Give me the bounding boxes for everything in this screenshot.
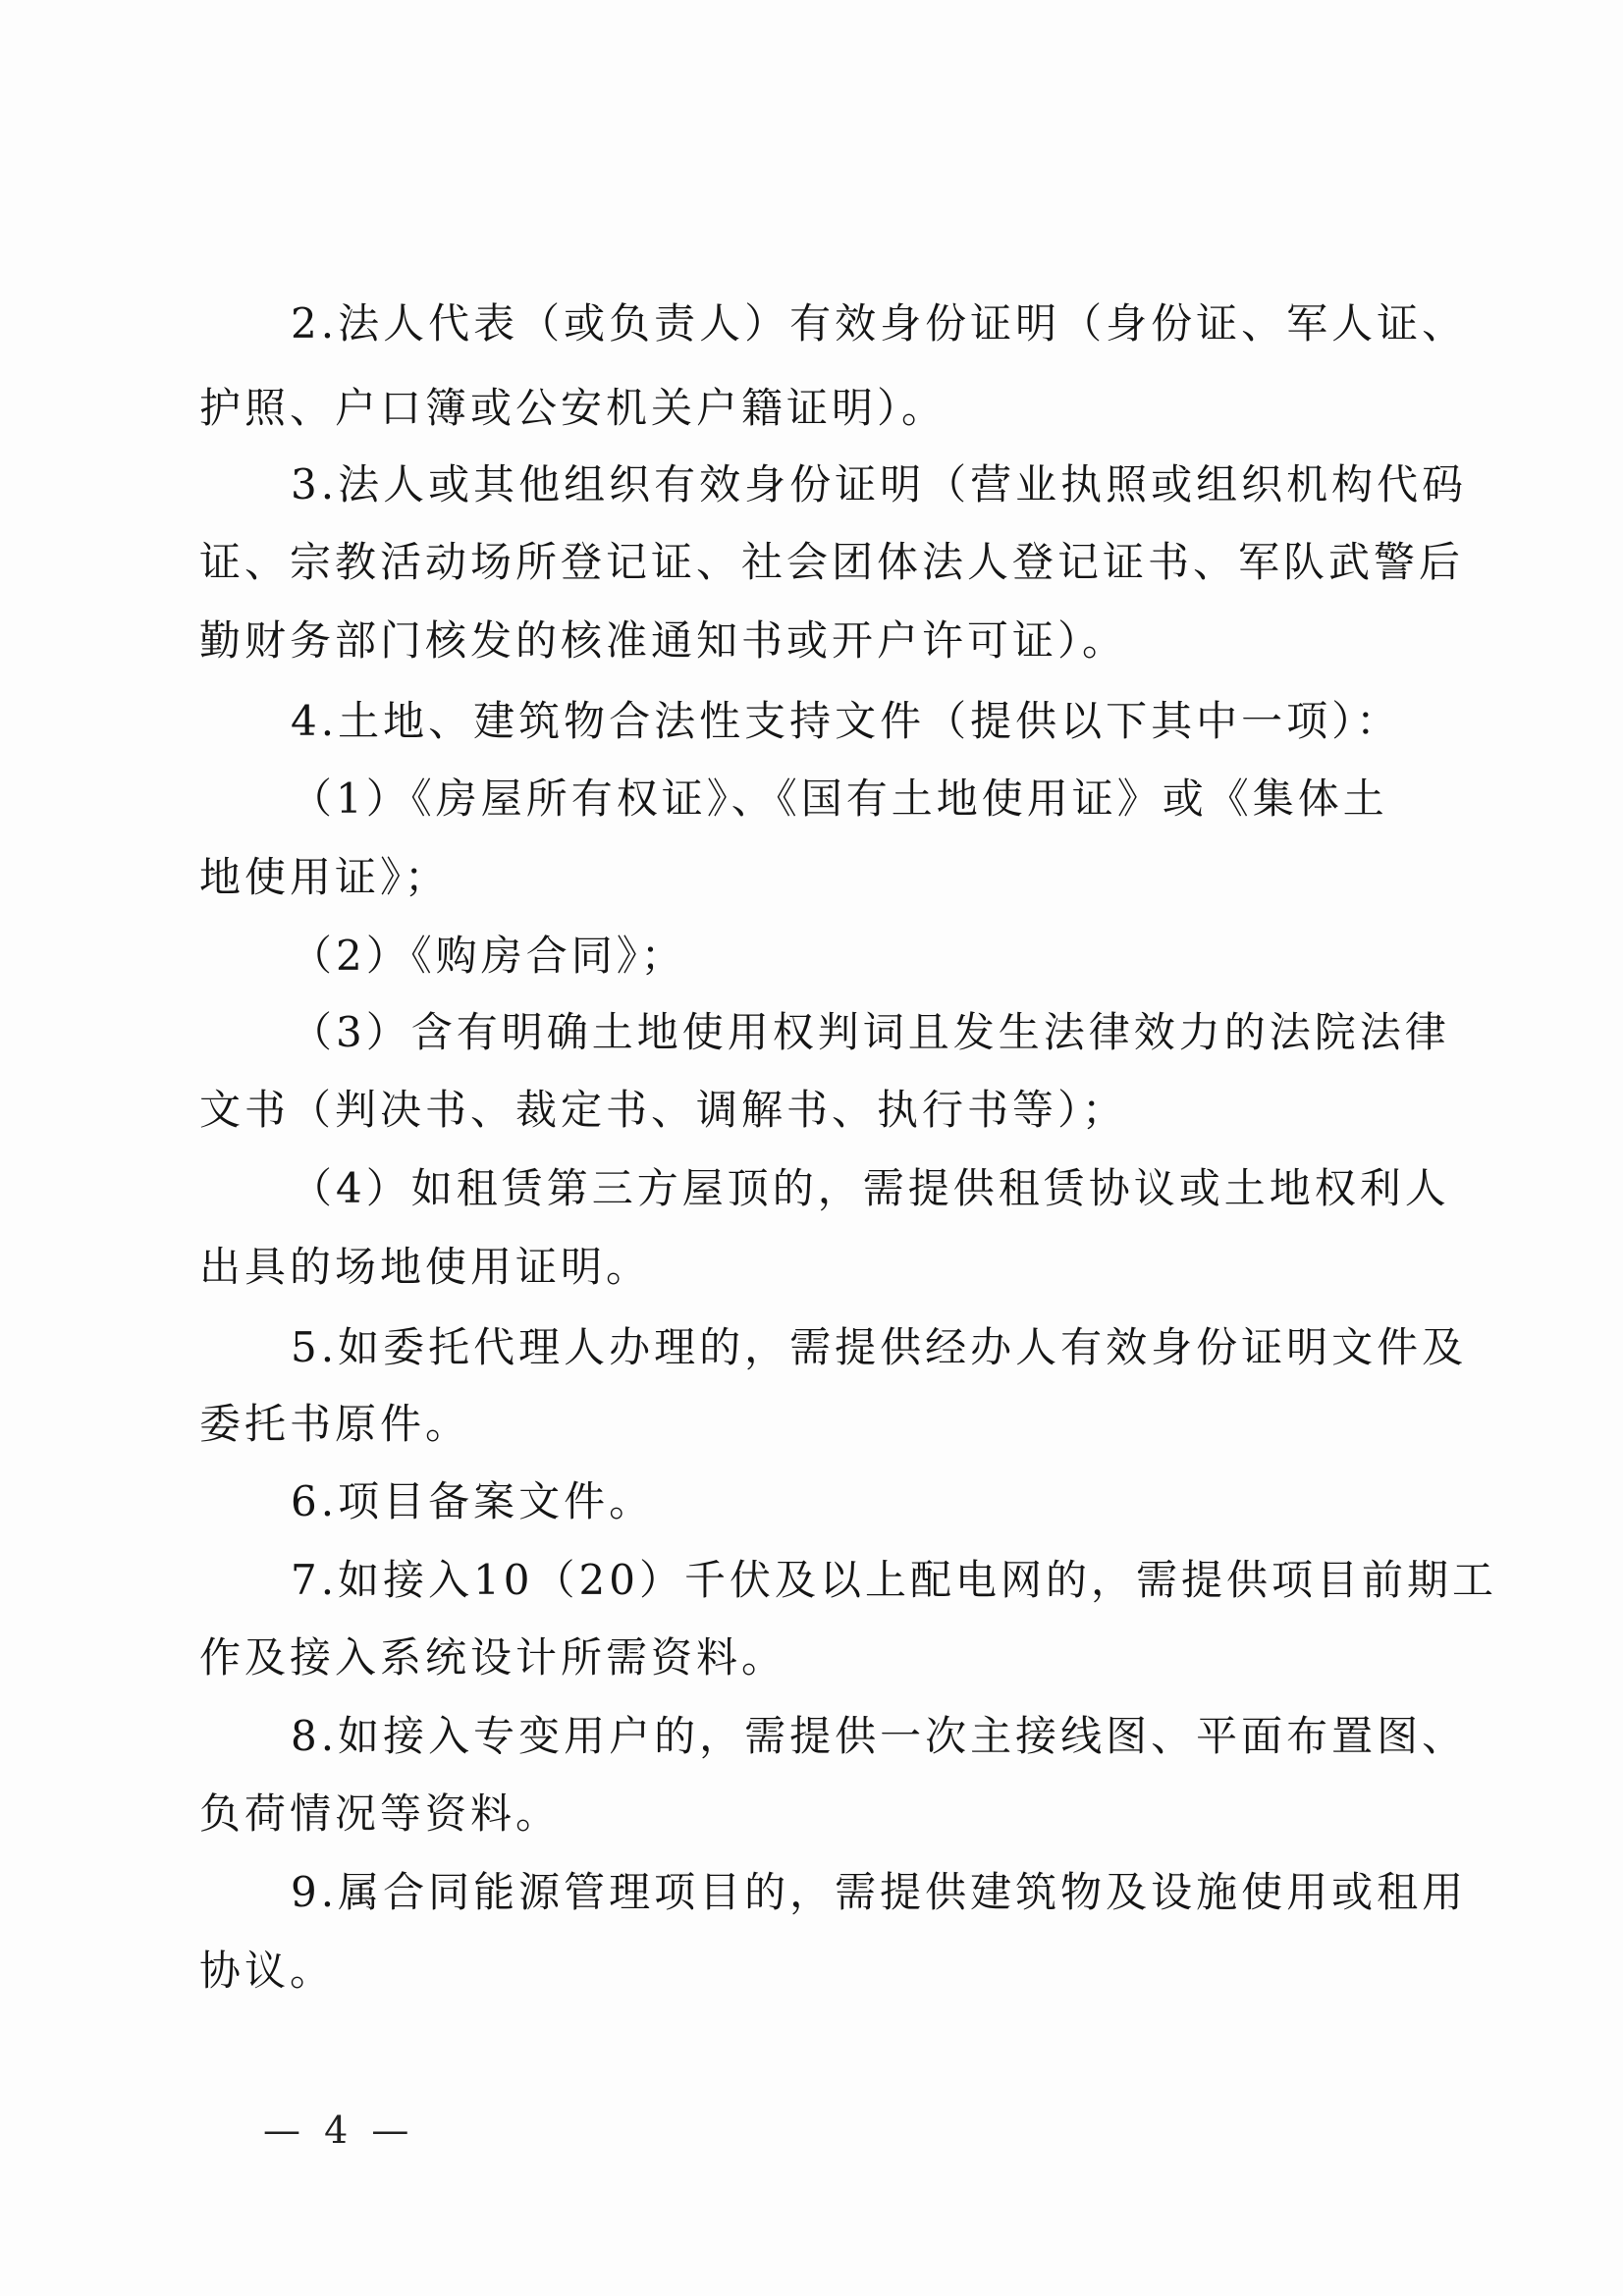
paragraph-8-line-2: 负荷情况等资料。 — [199, 1789, 562, 1838]
page-number: — 4 — — [263, 2109, 415, 2152]
item-1-line-1: （1）《房屋所有权证》、《国有土地使用证》或《集体土 — [291, 774, 1388, 823]
paragraph-3-line-3: 勤财务部门核发的核准通知书或开户许可证）。 — [199, 616, 1128, 665]
paragraph-2-line-2: 护照、户口簿或公安机关户籍证明）。 — [199, 384, 947, 432]
paragraph-5-line-2: 委托书原件。 — [199, 1400, 471, 1448]
paragraph-9-line-1: 9.属合同能源管理项目的，需提供建筑物及设施使用或租用 — [291, 1868, 1468, 1916]
paragraph-7-line-2: 作及接入系统设计所需资料。 — [199, 1633, 787, 1682]
item-2-line-1: （2）《购房合同》； — [291, 932, 686, 980]
paragraph-9-line-2: 协议。 — [199, 1947, 336, 1995]
paragraph-5-line-1: 5.如委托代理人办理的，需提供经办人有效身份证明文件及 — [291, 1323, 1468, 1371]
paragraph-4-line-1: 4.土地、建筑物合法性支持文件（提供以下其中一项）： — [291, 697, 1402, 745]
paragraph-8-line-1: 8.如接入专变用户的，需提供一次主接线图、平面布置图、 — [291, 1712, 1468, 1760]
item-3-line-1: （3）含有明确土地使用权判词且发生法律效力的法院法律 — [291, 1008, 1450, 1056]
paragraph-3-line-1: 3.法人或其他组织有效身份证明（营业执照或组织机构代码 — [291, 460, 1468, 508]
paragraph-3-line-2: 证、宗教活动场所登记证、社会团体法人登记证书、军队武警后 — [199, 538, 1465, 586]
item-4-line-1: （4）如租赁第三方屋顶的，需提供租赁协议或土地权利人 — [291, 1164, 1450, 1212]
item-1-line-2: 地使用证》； — [199, 853, 451, 901]
paragraph-2-line-1: 2.法人代表（或负责人）有效身份证明（身份证、军人证、 — [291, 299, 1468, 347]
item-3-line-2: 文书（判决书、裁定书、调解书、执行书等）； — [199, 1086, 1128, 1134]
item-4-line-2: 出具的场地使用证明。 — [199, 1243, 652, 1291]
paragraph-7-line-1: 7.如接入10（20）千伏及以上配电网的，需提供项目前期工 — [291, 1556, 1497, 1604]
paragraph-6-line-1: 6.项目备案文件。 — [291, 1477, 655, 1525]
